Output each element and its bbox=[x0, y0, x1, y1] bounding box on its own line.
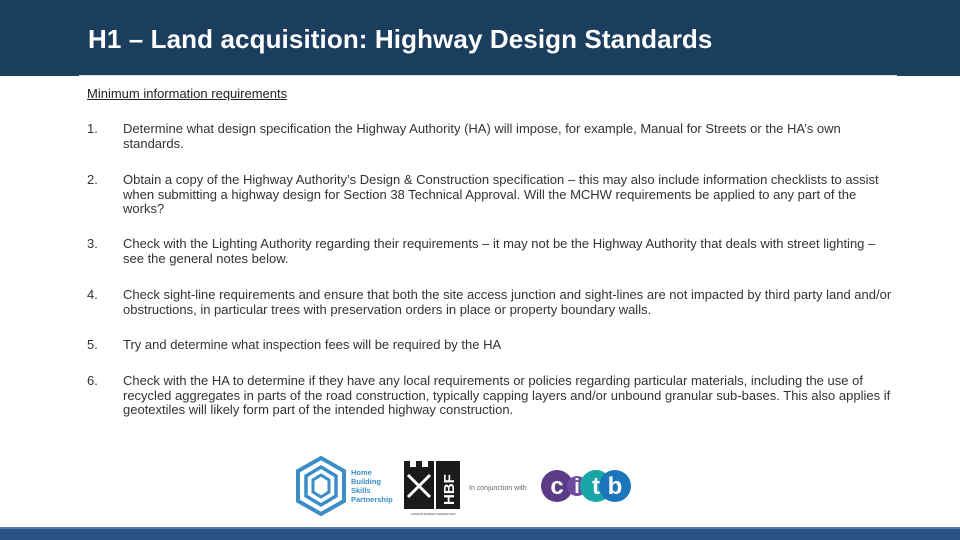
hbsp-text-home: Home bbox=[351, 468, 372, 477]
footer-bar bbox=[0, 527, 960, 540]
item-number: 2. bbox=[87, 172, 98, 187]
hbsp-text-skills: Skills bbox=[351, 486, 371, 495]
header-divider bbox=[79, 75, 897, 76]
slide-title: H1 – Land acquisition: Highway Design Standards bbox=[88, 24, 713, 54]
hbsp-text-building: Building bbox=[351, 477, 381, 486]
hbf-logo bbox=[402, 455, 464, 517]
item-text: Check with the HA to determine if they have any local requirements or policies regarding particular materials, including the use of recycled aggregates in parts of the road construction, typically capping layers and/or unbound granular sub-bases. This also applies if geotextiles will likely form part of the intended highway construction. bbox=[123, 373, 891, 417]
citb-letter-t: t bbox=[592, 473, 600, 500]
hbsp-logo bbox=[294, 455, 398, 517]
hbf-caption: HOME BUILDERS FEDERATION bbox=[410, 512, 456, 516]
item-number: 6. bbox=[87, 373, 98, 388]
citb-letter-c: c bbox=[550, 473, 564, 500]
item-number: 1. bbox=[87, 121, 98, 136]
item-text: Determine what design specification the Highway Authority (HA) will impose, for example, Manual for Streets or the HA’s own standards. bbox=[123, 121, 841, 151]
hbf-letters: HBF bbox=[441, 474, 458, 505]
item-text: Obtain a copy of the Highway Authority’s Design & Construction specification – this may also include information checklists to assist when submitting a highway design for Section 38 Technical Approval. Will the MCHW requirements be applied to any part of the works? bbox=[123, 172, 879, 216]
item-text: Check sight-line requirements and ensure that both the site access junction and sight-lines are not impacted by third party land and/or obstructions, in particular trees with preservation orders in place or property boundary walls. bbox=[123, 287, 892, 317]
item-text: Try and determine what inspection fees will be required by the HA bbox=[123, 337, 502, 352]
conjunction-text: In conjunction with bbox=[469, 485, 527, 492]
item-number: 5. bbox=[87, 337, 98, 352]
citb-letter-b: b bbox=[607, 473, 623, 500]
footer-highlight bbox=[0, 527, 960, 529]
section-subheading: Minimum information requirements bbox=[87, 86, 288, 101]
citb-letter-i: i bbox=[574, 476, 580, 498]
hbsp-text-partnership: Partnership bbox=[351, 495, 393, 504]
citb-logo bbox=[541, 470, 631, 502]
item-number: 3. bbox=[87, 236, 98, 251]
item-text: Check with the Lighting Authority regarding their requirements – it may not be the Highway Authority that deals with street lighting – see the general notes below. bbox=[123, 236, 876, 266]
item-number: 4. bbox=[87, 287, 98, 302]
citb-group bbox=[466, 455, 634, 517]
hbsp-hexagon-icon bbox=[298, 458, 344, 514]
